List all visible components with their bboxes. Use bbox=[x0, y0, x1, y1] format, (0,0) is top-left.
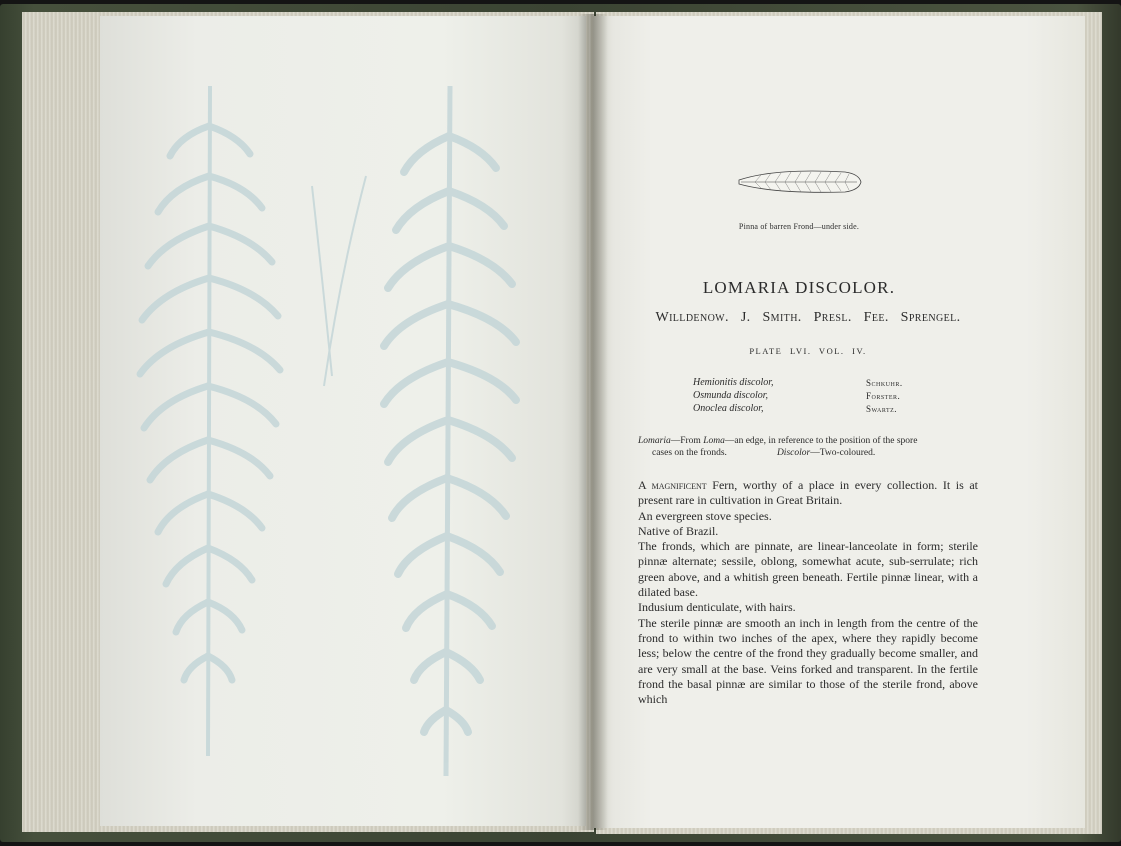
synonym-author: Swartz. bbox=[866, 404, 898, 414]
body-paragraph: The sterile pinnæ are smooth an inch in length from the centre of the frond to within two inches of the apex, where they rapidly become less; below the centre of the frond they gradually become smaller, and are very small at the base. Veins forked and transparent. In the fertile frond the basal pinnæ are similar to those of the sterile frond, above which bbox=[638, 615, 978, 707]
right-page bbox=[593, 16, 1085, 828]
etymology-term: Loma bbox=[703, 436, 725, 446]
plate-reference: PLATE LVI. VOL. IV. bbox=[749, 346, 867, 356]
etymology-line-1 bbox=[638, 435, 978, 447]
synonym-author: Schkuhr. bbox=[866, 378, 903, 388]
etymology-text: —an edge, in reference to the position of the spore bbox=[724, 436, 918, 446]
etymology-text: cases on the fronds. bbox=[652, 448, 727, 458]
synonym-name: Hemionitis discolor, bbox=[693, 377, 774, 388]
body-paragraph: Native of Brazil. bbox=[638, 523, 719, 538]
paragraph-lead: A magnificent bbox=[638, 478, 707, 492]
body-paragraph bbox=[638, 478, 978, 509]
etymology-text: —From bbox=[670, 436, 704, 446]
synonym-name: Onoclea discolor, bbox=[693, 403, 764, 414]
left-page bbox=[100, 16, 586, 826]
body-paragraph: The fronds, which are pinnate, are linear-lanceolate in form; sterile pinnæ alternate; sessile, oblong, somewhat acute, sub-serrulate; rich green above, and a whitish green beneath. Fertile pinnæ linear, with a dilated base. bbox=[638, 539, 978, 600]
body-text bbox=[638, 478, 978, 707]
body-paragraph: An evergreen stove species. bbox=[638, 508, 772, 523]
synonym-author: Forster. bbox=[866, 391, 901, 401]
synonym-name: Osmunda discolor, bbox=[693, 390, 769, 401]
pinna-illustration bbox=[735, 158, 863, 206]
paragraph-text: Fern, worthy of a place in every collection. It is at present rare in cultivation in Great Britain. bbox=[638, 478, 978, 508]
etymology-note bbox=[638, 435, 978, 459]
etymology-line-2 bbox=[638, 447, 978, 459]
figure-caption: Pinna of barren Frond—under side. bbox=[738, 222, 860, 231]
body-paragraph: Indusium denticulate, with hairs. bbox=[638, 600, 796, 615]
authors-line: Willdenow. J. Smith. Presl. Fee. Sprengel. bbox=[655, 310, 961, 325]
etymology-term: Discolor bbox=[776, 448, 811, 458]
page-title: LOMARIA DISCOLOR. bbox=[702, 278, 896, 297]
etymology-term: Lomaria bbox=[638, 436, 671, 446]
etymology-text: —Two-coloured. bbox=[810, 448, 876, 458]
fern-show-through-image bbox=[100, 16, 586, 826]
book-gutter bbox=[578, 14, 608, 830]
